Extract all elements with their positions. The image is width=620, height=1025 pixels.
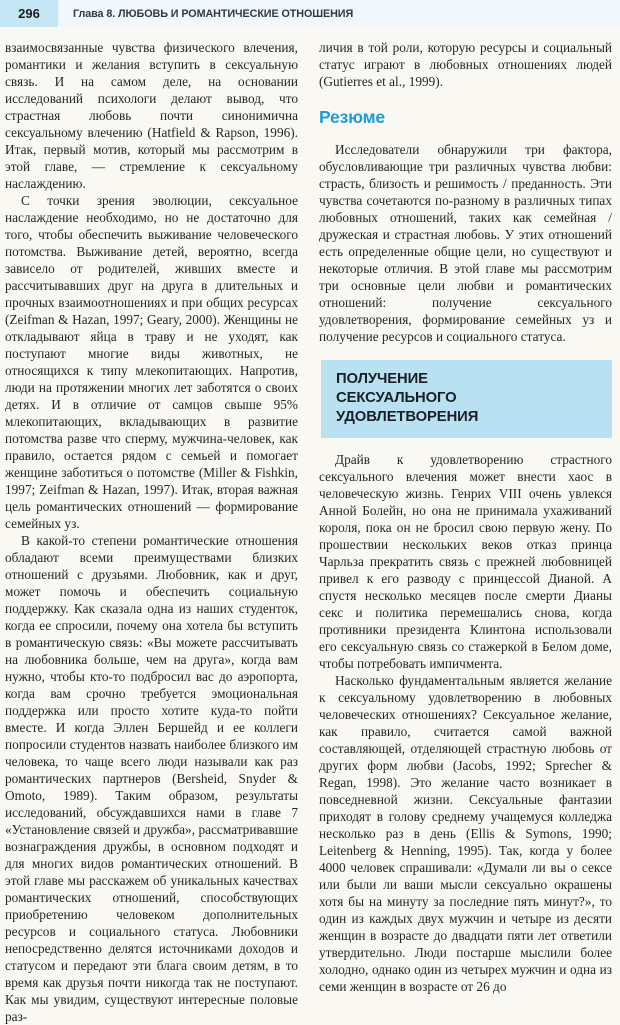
paragraph: В какой-то степени романтические отношения обладают всеми преимуществами близких отношений с друзьями. Любовник, как и друг, может помочь и обеспечить социальную поддержку. Как сказала одна из наших студенток, когда ее спросили, почему она хотела бы вступить в романтическую связь: «Вы можете рассчитывать на любовника больше, чем на друга», когда вам нужно, чтобы кто-то подбросил вас до аэропорта, когда вам срочно требуется эмоциональная поддержка или просто хотите куда-то пойти вместе. И когда Эллен Бершейд и ее коллеги попросили студентов назвать наиболее близкого им человека, то чаще всего люди называли как раз романтических партнеров (Bersheid, Snyder & Omoto, 1989). Таким образом, результаты исследований, обсуждавшихся нами в главе 7 «Установление связей и дружба», рассматривавшие вознаграждения дружбы, в основном подходят и для многих видов романтических отношений. В этой главе мы расскажем об уникальных качествах романтических отношений, способствующих приобретению человеком дополнительных ресурсов и социального статуса. Любовники непосредственно делятся источниками доходов и статусом и передают эти блага своим детям, в то время как друзья почти никогда так не поступают. Как мы увидим, существуют интересные половые раз- bbox=[5, 533, 298, 1024]
paragraph: С точки зрения эволюции, сексуальное наслаждение необходимо, но не достаточно для того, чтобы обеспечить выживание человеческого потомства. Выживание детей, вероятно, всегда зависело от родителей, живших вместе и рассчитывавших друг на друга в длительных и прочных взаимоотношениях и при общих ресурсах (Zeifman & Hazan, 1997; Geary, 2000). Женщины не откладывают яйца в траву и не уходят, как поступают многие виды животных, не относящихся к типу млекопитающих. Напротив, люди на протяжении многих лет заботятся о своих детях. И в отличие от самцов свыше 95% млекопитающих, вкладывающих в развитие потомства разве что сперму, мужчина-человек, как правило, остается рядом с семьей и помогает женщине заботиться о потомстве (Miller & Fishkin, 1997; Zeifman & Hazan, 1997). Итак, вторая важная цель романтических отношений — формирование семейных уз. bbox=[5, 193, 298, 531]
text-columns bbox=[0, 27, 620, 1025]
paragraph: Исследователи обнаружили три фактора, обусловливающие три различных чувства любви: страсть, близость и решимость / преданность. Эти чувства сочетаются по-разному в различных типах любовных отношений, таких как семейная / дружеская и страстная любовь. У этих отношений есть определенные общие цели, но существуют и некоторые отличия. В этой главе мы рассмотрим три основные цели любви и романтических отношений: получение сексуального удовлетворения, формирование семейных уз и получение ресурсов и социального статуса. bbox=[319, 142, 612, 344]
section-heading-line1: ПОЛУЧЕНИЕ bbox=[336, 371, 428, 387]
summary-heading: Резюме bbox=[319, 107, 385, 127]
paragraph: взаимосвязанные чувства физического влечения, романтики и желания вступить в сексуальную связь. И на самом деле, на основании исследований психологи делают вывод, что страстная любовь почти синонимична сексуальному влечению (Hatfield & Rapson, 1996). Итак, первый мотив, который мы рассмотрим в этой главе, — стремление к сексуальному наслаждению. bbox=[5, 40, 298, 191]
section-heading-line2: СЕКСУАЛЬНОГО УДОВЛЕТВОРЕНИЯ bbox=[336, 390, 479, 425]
right-column bbox=[319, 39, 612, 1025]
section-heading-box bbox=[321, 360, 612, 438]
paragraph: Драйв к удовлетворению страстного сексуального влечения может внести хаос в человеческую жизнь. Генрих VIII очень увлекся Анной Болейн, но она не принимала ухаживаний короля, пока он не бросил свою первую жену. По прошествии нескольких веков отказ принца Чарльза прекратить связь с прежней любовницей привел к его разводу с принцессой Дианой. А спустя несколько месяцев после смерти Дианы секс и политика перемешались снова, когда противники президента Клинтона использовали его сексуальную связь со стажеркой в Белом доме, чтобы потребовать импичмента. bbox=[319, 452, 612, 671]
paragraph: Насколько фундаментальным является желание к сексуальному удовлетворению в любовных человеческих отношениях? Сексуальное желание, как правило, считается самой важной составляющей, отделяющей страстную любовь от других форм любви (Jacobs, 1992; Sprecher & Regan, 1998). Это желание часто возникает в повседневной жизни. Сексуальные фантазии приходят в голову среднему учащемуся колледжа несколько раз в день (Ellis & Symons, 1990; Leitenberg & Henning, 1995). Так, когда у более 4000 человек спрашивали: «Думали ли вы о сексе или были ли ваши мысли сексуально окрашены хотя бы на минуту за последние пять минут?», то один из каждых двух мужчин и четыре из десяти женщин в возрасте до двадцати пяти лет ответили утвердительно. Люди постарше мыслили более холодно, однако один из четырех мужчин и одна из семи женщин в возрасте от 26 до bbox=[319, 673, 612, 994]
chapter-header: Глава 8. ЛЮБОВЬ И РОМАНТИЧЕСКИЕ ОТНОШЕНИЯ bbox=[73, 7, 354, 20]
left-column bbox=[5, 39, 298, 1025]
paragraph: личия в той роли, которую ресурсы и социальный статус играют в любовных отношениях людей (Gutierres et al., 1999). bbox=[319, 40, 612, 89]
running-head bbox=[0, 0, 620, 27]
page-number-box bbox=[0, 0, 58, 27]
page-number: 296 bbox=[18, 6, 40, 21]
